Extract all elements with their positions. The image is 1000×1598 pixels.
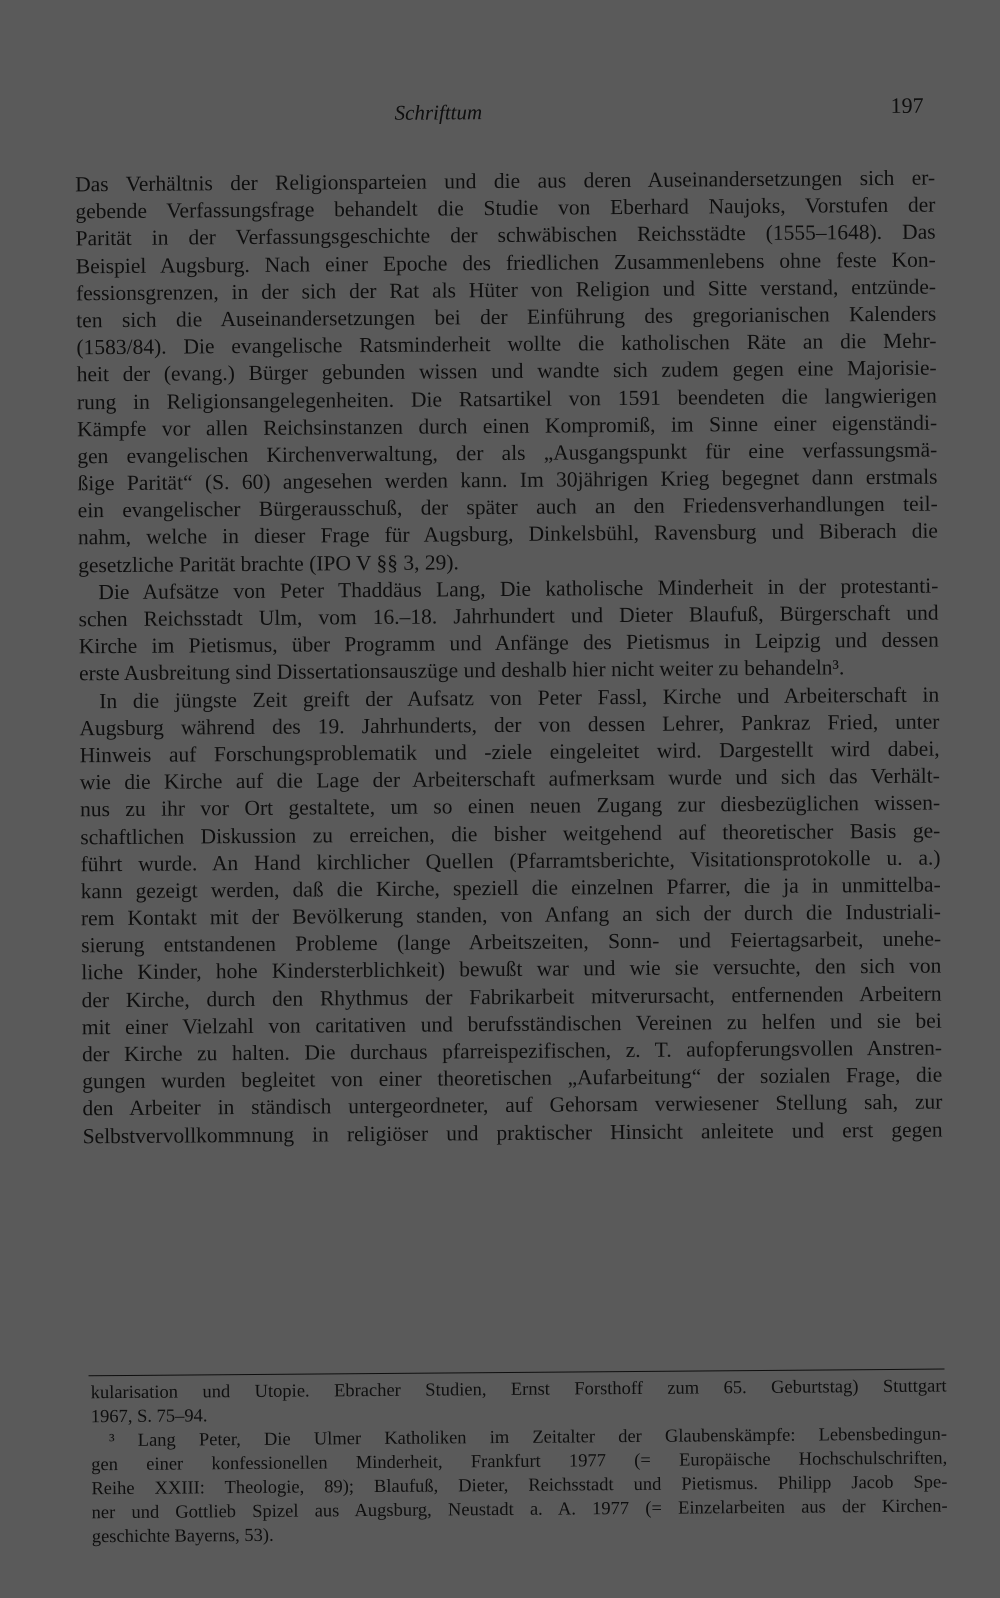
body-line: fessionsgrenzen, in der sich der Rat als Hüter von Religion und Sitte verstand, entzünde- [75, 274, 937, 306]
body-line: nahm, welche in dieser Frage für Augsburg, Dinkelsbühl, Ravensburg und Biberach die [77, 518, 939, 550]
body-line: nus zu ihr vor Ort gestaltete, um so einen neuen Zugang zur diesbezüglichen wissen- [79, 790, 941, 822]
body-line: liche Kinder, hohe Kindersterblichkeit) bewußt war und wie sie versuchte, den sich von [81, 953, 942, 985]
body-line: heit der (evang.) Bürger gebunden wissen und wandte sich zudem gegen eine Majorisie- [76, 355, 937, 387]
body-line: gen evangelischen Kirchenverwaltung, der als „Ausgangspunkt für eine verfassungsmä- [77, 437, 938, 469]
body-line: rung in Religionsangelegenheiten. Die Ratsartikel von 1591 beendeten die langwierigen [76, 383, 937, 414]
footnote-line: 1967, S. 75–94. [90, 1406, 208, 1428]
footnote-line: ner und Gottlieb Spizel aus Augsburg, Neustadt a. A. 1977 (= Einzelarbeiten aus der Kirchen- [91, 1496, 948, 1524]
body-line: ein evangelischer Bürgerausschuß, der später auch an den Friedensverhandlungen teil- [77, 491, 938, 523]
body-line: gesetzliche Parität brachte (IPO V §§ 3, 29). [78, 549, 459, 577]
footnote-line: geschichte Bayerns, 53). [91, 1525, 274, 1548]
body-line: In die jüngste Zeit greift der Aufsatz von Peter Fassl, Kirche und Arbeiterschaft in [99, 682, 940, 713]
body-line: wie die Kirche auf die Lage der Arbeiterschaft aufmerksam wurde und sich das Verhält- [79, 763, 940, 795]
body-line: gungen wurden begleitet von einer theoretischen „Aufarbeitung“ der sozialen Frage, die [82, 1062, 943, 1094]
body-line: schaftlichen Diskussion zu erreichen, die bisher weitgehend auf theoretischer Basis ge- [80, 818, 941, 849]
running-title: Schrifttum [394, 100, 483, 125]
footnotes [91, 1375, 948, 1550]
body-line: führt wurde. An Hand kirchlicher Quellen (Pfarramtsberichte, Visitationsprotokolle u. a.) [80, 845, 941, 876]
body-line: Das Verhältnis der Religionsparteien und die aus deren Auseinandersetzungen sich er- [75, 165, 936, 197]
body-line: Selbstvervollkommnung in religiöser und praktischer Hinsicht anleitete und erst gegen [82, 1117, 943, 1148]
body-line: Augsburg während des 19. Jahrhunderts, der von dessen Lehrer, Pankraz Fried, unter [79, 709, 940, 741]
body-line: Hinweis auf Forschungsproblematik und -ziele eingeleitet wird. Dargestellt wird dabei, [79, 736, 940, 768]
body-text [75, 165, 943, 1150]
body-line: sierung entstandenen Probleme (lange Arbeitszeiten, Sonn- und Feiertagsarbeit, unehe- [81, 926, 942, 958]
body-line: Beispiel Augsburg. Nach einer Epoche des friedlichen Zusammenlebens ohne feste Kon- [75, 247, 936, 278]
body-line: ten sich die Auseinandersetzungen bei der Einführung des gregorianischen Kalenders [76, 301, 937, 333]
body-line: (1583/84). Die evangelische Ratsminderheit wollte die katholischen Räte an die Mehr- [76, 328, 937, 360]
body-line: schen Reichsstadt Ulm, vom 16.–18. Jahrhundert und Dieter Blaufuß, Bürgerschaft und [78, 600, 939, 632]
body-line: ßige Parität“ (S. 60) angesehen werden kann. Im 30jährigen Krieg begegnet dann erstmals [77, 464, 938, 496]
body-line: der Kirche, durch den Rhythmus der Fabrikarbeit mitverursacht, entfernenden Arbeitern [81, 981, 942, 1012]
footnote-line: kularisation und Utopie. Ebracher Studien, Ernst Forsthoff zum 65. Geburtstag) Stuttgart [90, 1376, 947, 1404]
body-line: erste Ausbreitung sind Dissertationsauszüge und deshalb hier nicht weiter zu behandeln³. [78, 655, 845, 686]
body-line: rem Kontakt mit der Bevölkerung standen, von Anfang an sich der durch die Industriali- [80, 899, 942, 931]
body-line: gebende Verfassungsfrage behandelt die Studie von Eberhard Naujoks, Vorstufen der [75, 192, 936, 224]
body-line: Parität in der Verfassungsgeschichte der schwäbischen Reichsstädte (1555–1648). Das [75, 219, 936, 251]
body-line: Die Aufsätze von Peter Thaddäus Lang, Die katholische Minderheit in der protestanti- [98, 573, 939, 604]
body-line: Kirche im Pietismus, über Programm und Anfänge des Pietismus in Leipzig und dessen [78, 627, 939, 659]
body-line: Kämpfe vor allen Reichsinstanzen durch einen Kompromiß, im Sinne einer eigenständi- [77, 410, 938, 441]
page-number: 197 [890, 92, 924, 118]
body-line: den Arbeiter in ständisch untergeordneter, auf Gehorsam verwiesener Stellung sah, zur [82, 1089, 943, 1121]
body-line: kann gezeigt werden, daß die Kirche, speziell die einzelnen Pfarrer, die ja in unmittelba- [80, 872, 941, 904]
body-line: mit einer Vielzahl von caritativen und berufsständischen Vereinen zu helfen und sie bei [81, 1008, 942, 1040]
body-line: der Kirche zu halten. Die durchaus pfarreispezifischen, z. T. aufopferungsvollen Anstren- [81, 1035, 943, 1067]
footnote-line: gen einer konfessionellen Minderheit, Frankfurt 1977 (= Europäische Hochschulschriften, [91, 1448, 948, 1476]
footnote-line: ³ Lang Peter, Die Ulmer Katholiken im Zeitalter der Glaubenskämpfe: Lebensbedingun- [108, 1424, 948, 1452]
footnote-line: Reihe XXIII: Theologie, 89); Blaufuß, Dieter, Reichsstadt und Pietismus. Philipp Jacob Spe- [91, 1472, 948, 1500]
